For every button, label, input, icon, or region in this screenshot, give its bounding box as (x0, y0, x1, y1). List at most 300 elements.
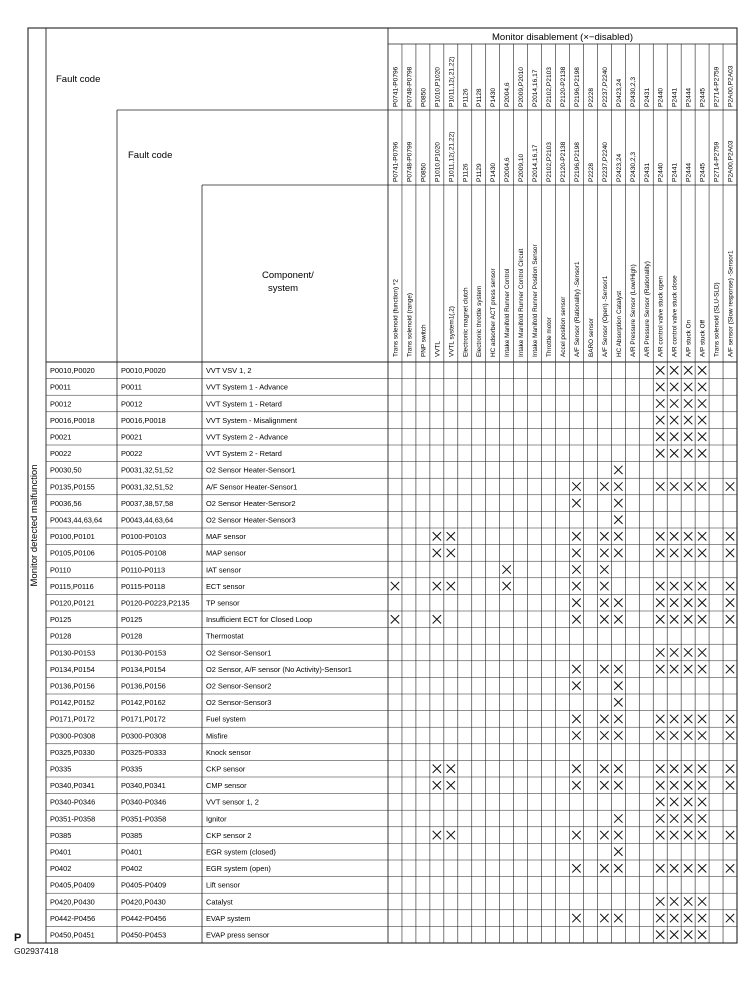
disabled-mark-icon (670, 798, 678, 806)
row-fault-code-inner: P0401 (121, 847, 143, 857)
row-component: VVT System 2 - Retard (206, 449, 282, 459)
row-fault-code-inner: P0450-P0453 (121, 930, 167, 940)
disabled-mark-icon (572, 599, 580, 607)
disabled-mark-icon (698, 549, 706, 557)
disabled-mark-icon (670, 449, 678, 457)
disabled-mark-icon (656, 931, 664, 939)
disabled-mark-icon (614, 516, 622, 524)
column-component-name: A/R Pressure Sensor (Low/High) (629, 264, 637, 357)
row-fault-code-inner: P0100-P0103 (121, 532, 167, 542)
row-fault-code-inner: P0011 (121, 382, 142, 392)
disabled-mark-icon (684, 582, 692, 590)
disabled-mark-icon (433, 781, 441, 789)
disabled-mark-icon (726, 831, 734, 839)
row-fault-code: P0115,P0116 (50, 581, 94, 591)
disabled-mark-icon (698, 897, 706, 905)
disabled-mark-icon (656, 416, 664, 424)
disabled-mark-icon (614, 731, 622, 739)
disabled-mark-icon (670, 897, 678, 905)
row-fault-code-inner: P0021 (121, 432, 143, 442)
disabled-mark-icon (698, 864, 706, 872)
column-code-inner: P0741-P0796 (392, 141, 400, 182)
disabled-mark-icon (684, 532, 692, 540)
row-fault-code: P0012 (50, 399, 72, 409)
column-code-outer: P2445 (699, 87, 707, 107)
row-fault-code: P0043,44,63,64 (50, 515, 103, 525)
disabled-mark-icon (391, 582, 399, 590)
column-code-inner: P2714-P2759 (713, 141, 721, 182)
row-fault-code: P0325,P0330 (50, 747, 95, 757)
disabled-mark-icon (684, 765, 692, 773)
column-code-inner: P1126 (462, 163, 470, 182)
column-code-inner: P2102,P2103 (546, 142, 554, 182)
disabled-mark-icon (600, 665, 608, 673)
column-code-outer: P2014,16,17 (532, 69, 540, 107)
column-component-name: A/R Pressure Sensor (Rationality) (643, 261, 651, 357)
column-component-name: Trans solenoid (function) *2 (392, 279, 400, 357)
disabled-mark-icon (684, 864, 692, 872)
row-fault-code: P0420,P0430 (50, 897, 95, 907)
disabled-mark-icon (656, 532, 664, 540)
column-code-outer: P2423,24 (615, 78, 623, 107)
column-code-inner: P1010,P1020 (434, 142, 442, 182)
disabled-mark-icon (726, 615, 734, 623)
disabled-mark-icon (433, 582, 441, 590)
disabled-mark-icon (670, 914, 678, 922)
disabled-mark-icon (656, 914, 664, 922)
disabled-mark-icon (684, 433, 692, 441)
disabled-mark-icon (684, 549, 692, 557)
column-code-outer: P1010,P1020 (434, 67, 442, 107)
disabled-mark-icon (614, 864, 622, 872)
column-component-name: HC Absorption Catalyst (615, 290, 623, 357)
column-code-outer: P2A00,P2A03 (727, 65, 735, 107)
disabled-mark-icon (572, 765, 580, 773)
disabled-mark-icon (656, 897, 664, 905)
disabled-mark-icon (656, 831, 664, 839)
disabled-mark-icon (670, 615, 678, 623)
disabled-mark-icon (670, 715, 678, 723)
column-code-outer: P0741-P0796 (392, 66, 400, 107)
disabled-mark-icon (684, 798, 692, 806)
disabled-mark-icon (726, 731, 734, 739)
disabled-mark-icon (670, 383, 678, 391)
column-component-name: Trans solenoid (SLU-SLD) (713, 282, 721, 357)
column-code-inner: P2196,P2198 (573, 142, 581, 182)
row-fault-code: P0021 (50, 432, 72, 442)
row-fault-code-inner: P0442-P0456 (121, 913, 167, 923)
disabled-mark-icon (656, 482, 664, 490)
row-fault-code: P0450,P0451 (50, 930, 95, 940)
column-code-outer: P1128 (476, 88, 484, 107)
row-component: VVT sensor 1, 2 (206, 797, 259, 807)
disabled-mark-icon (572, 582, 580, 590)
disabled-mark-icon (670, 731, 678, 739)
disabled-mark-icon (726, 765, 734, 773)
disabled-mark-icon (684, 897, 692, 905)
footer-letter: P (14, 932, 22, 944)
disabled-mark-icon (600, 864, 608, 872)
disabled-mark-icon (670, 864, 678, 872)
disabled-mark-icon (572, 499, 580, 507)
row-component: O2 Sensor-Sensor2 (206, 681, 272, 691)
disabled-mark-icon (656, 615, 664, 623)
column-code-outer: P0748-P0798 (406, 66, 414, 107)
row-fault-code-inner: P0012 (121, 399, 143, 409)
disabled-mark-icon (656, 798, 664, 806)
disabled-mark-icon (656, 599, 664, 607)
column-code-inner: P2120-P2138 (560, 141, 567, 182)
disabled-mark-icon (656, 765, 664, 773)
row-component: O2 Sensor-Sensor3 (206, 698, 272, 708)
disabled-mark-icon (726, 914, 734, 922)
disabled-mark-icon (726, 482, 734, 490)
disabled-mark-icon (698, 765, 706, 773)
row-fault-code: P0171,P0172 (50, 714, 95, 724)
disabled-mark-icon (447, 831, 455, 839)
row-component: MAF sensor (206, 532, 246, 542)
disabled-mark-icon (391, 615, 399, 623)
row-fault-code-inner: P0115-P0118 (121, 581, 166, 591)
disabled-mark-icon (572, 731, 580, 739)
disabled-mark-icon (447, 765, 455, 773)
row-component: EVAP system (206, 913, 251, 923)
disabled-mark-icon (433, 765, 441, 773)
disabled-mark-icon (614, 532, 622, 540)
column-code-inner: P2237,P2240 (601, 142, 609, 182)
fault-code-inner-label: Fault code (128, 150, 173, 161)
disabled-mark-icon (670, 814, 678, 822)
disabled-mark-icon (614, 499, 622, 507)
disabled-mark-icon (670, 549, 678, 557)
row-fault-code-inner: P0105-P0108 (121, 548, 167, 558)
row-fault-code-inner: P0043,44,63,64 (121, 515, 174, 525)
disabled-mark-icon (684, 914, 692, 922)
disabled-mark-icon (656, 449, 664, 457)
row-fault-code: P0442-P0456 (50, 913, 96, 923)
disabled-mark-icon (684, 814, 692, 822)
row-component: Lift sensor (206, 880, 241, 890)
disabled-mark-icon (698, 831, 706, 839)
disabled-mark-icon (614, 698, 622, 706)
disabled-mark-icon (600, 781, 608, 789)
column-code-outer: P2430,2,3 (629, 76, 637, 107)
disabled-mark-icon (600, 831, 608, 839)
disabled-mark-icon (572, 831, 580, 839)
disabled-mark-icon (614, 549, 622, 557)
row-fault-code: P0142,P0152 (50, 698, 95, 708)
disabled-mark-icon (572, 914, 580, 922)
disabled-mark-icon (684, 715, 692, 723)
disabled-mark-icon (572, 549, 580, 557)
disabled-mark-icon (670, 831, 678, 839)
disabled-mark-icon (656, 814, 664, 822)
row-fault-code: P0340-P0346 (50, 797, 96, 807)
column-code-outer: P1011,12(,21,22) (448, 56, 456, 107)
row-component: CKP sensor 2 (206, 830, 252, 840)
disabled-mark-icon (572, 615, 580, 623)
disabled-mark-icon (726, 864, 734, 872)
row-fault-code: P0405,P0409 (50, 880, 95, 890)
disabled-mark-icon (698, 731, 706, 739)
row-component: VVT System - Misalignment (206, 415, 298, 425)
disabled-mark-icon (502, 565, 510, 573)
row-component: MAP sensor (206, 548, 247, 558)
row-fault-code-inner: P0340,P0341 (121, 781, 166, 791)
column-component-name: PNP switch (420, 324, 428, 357)
disabled-mark-icon (572, 565, 580, 573)
disabled-mark-icon (614, 466, 622, 474)
row-component: A/F Sensor Heater-Sensor1 (206, 482, 298, 492)
row-fault-code: P0335 (50, 764, 72, 774)
column-component-name: A/F sensor (Slow response) -Sensor1 (727, 250, 735, 357)
row-fault-code: P0130-P0153 (50, 648, 96, 658)
disabled-mark-icon (614, 914, 622, 922)
column-component-name: Intake Manifold Runner Control (504, 268, 512, 357)
column-component-name: A/R control valve stuck close (671, 275, 679, 357)
row-fault-code-inner: P0037,38,57,58 (121, 498, 174, 508)
disabled-mark-icon (698, 416, 706, 424)
column-code-inner: P2444 (685, 162, 693, 182)
column-component-name: BARO sensor (587, 317, 595, 357)
disabled-mark-icon (698, 599, 706, 607)
disabled-mark-icon (656, 549, 664, 557)
column-code-outer: P2441 (671, 87, 679, 107)
disabled-mark-icon (656, 715, 664, 723)
disabled-mark-icon (684, 931, 692, 939)
column-code-outer: P2228 (587, 87, 595, 107)
disabled-mark-icon (656, 366, 664, 374)
column-component-name: A/P stuck Off (699, 319, 707, 357)
disabled-mark-icon (447, 532, 455, 540)
disabled-mark-icon (684, 366, 692, 374)
disabled-mark-icon (614, 848, 622, 856)
disabled-mark-icon (684, 599, 692, 607)
column-code-outer: P1126 (462, 88, 470, 107)
column-code-inner: P2423,24 (615, 153, 623, 182)
disabled-mark-icon (656, 648, 664, 656)
row-fault-code-inner: P0300-P0308 (121, 731, 167, 741)
disabled-mark-icon (670, 532, 678, 540)
disabled-mark-icon (698, 931, 706, 939)
disabled-mark-icon (698, 482, 706, 490)
column-code-inner: P2004,6 (504, 157, 512, 182)
column-code-inner: P2009,10 (518, 153, 526, 182)
row-fault-code: P0105,P0106 (50, 548, 95, 558)
disabled-mark-icon (433, 615, 441, 623)
system-label: system (268, 283, 299, 294)
column-code-inner: P0748-P0799 (406, 141, 414, 182)
disabled-mark-icon (726, 599, 734, 607)
disabled-mark-icon (670, 416, 678, 424)
row-component: O2 Sensor Heater-Sensor1 (206, 465, 296, 475)
disabled-mark-icon (698, 615, 706, 623)
disabled-mark-icon (698, 798, 706, 806)
row-component: Catalyst (206, 897, 233, 907)
disabled-mark-icon (656, 433, 664, 441)
row-fault-code-inner: P0031,32,51,52 (121, 482, 174, 492)
column-code-outer: P2196,P2198 (573, 67, 581, 107)
column-component-name: Intake Manifold Runner Position Sensor (532, 244, 540, 357)
disabled-mark-icon (433, 532, 441, 540)
row-fault-code-inner: P0325-P0333 (121, 747, 167, 757)
disabled-mark-icon (684, 449, 692, 457)
disabled-mark-icon (670, 482, 678, 490)
disabled-mark-icon (572, 781, 580, 789)
row-component: EGR system (open) (206, 864, 271, 874)
row-component: VVT VSV 1, 2 (206, 366, 252, 376)
row-fault-code-inner: P0405-P0409 (121, 880, 167, 890)
disabled-mark-icon (600, 731, 608, 739)
column-component-name: A/R control valve stuck open (657, 276, 665, 357)
column-component-name: Trans solenoid (range) (406, 292, 414, 357)
row-fault-code: P0385 (50, 830, 72, 840)
row-fault-code: P0135,P0155 (50, 482, 95, 492)
row-fault-code: P0136,P0156 (50, 681, 95, 691)
row-fault-code: P0351-P0358 (50, 814, 96, 824)
column-code-inner: P2014,16,17 (532, 144, 540, 182)
monitor-disablement-title: Monitor disablement (×−disabled) (492, 32, 633, 43)
column-code-inner: P2228 (587, 162, 595, 182)
row-fault-code: P0120,P0121 (50, 598, 95, 608)
disabled-mark-icon (670, 366, 678, 374)
row-fault-code-inner: P0128 (121, 631, 143, 641)
disabled-mark-icon (670, 665, 678, 673)
column-code-outer: P2444 (685, 87, 693, 107)
row-component: IAT sensor (206, 565, 242, 575)
disabled-mark-icon (698, 433, 706, 441)
column-code-outer: P0850 (420, 87, 428, 107)
disabled-mark-icon (670, 433, 678, 441)
column-component-name: VVTL (434, 341, 442, 357)
column-component-name: A/F Sensor (Rationality) -Sensor1 (573, 261, 581, 357)
disabled-mark-icon (614, 482, 622, 490)
disabled-mark-icon (726, 781, 734, 789)
row-fault-code: P0402 (50, 864, 72, 874)
disabled-mark-icon (600, 532, 608, 540)
row-component: CMP sensor (206, 781, 247, 791)
disabled-mark-icon (726, 582, 734, 590)
row-component: EVAP press sensor (206, 930, 270, 940)
row-fault-code-inner: P0120-P0223,P2135 (121, 598, 190, 608)
disabled-mark-icon (670, 599, 678, 607)
disabled-mark-icon (698, 449, 706, 457)
monitor-detected-label: Monitor detected malfunction (29, 464, 40, 587)
column-component-name: A/P stuck On (685, 319, 693, 357)
disabled-mark-icon (614, 831, 622, 839)
disabled-mark-icon (684, 615, 692, 623)
column-code-outer: P2009,P2010 (518, 67, 526, 107)
disabled-mark-icon (614, 599, 622, 607)
disabled-mark-icon (726, 549, 734, 557)
disabled-mark-icon (684, 399, 692, 407)
disabled-mark-icon (614, 781, 622, 789)
row-fault-code-inner: P0130-P0153 (121, 648, 167, 658)
column-code-inner: P2440 (657, 162, 665, 182)
row-fault-code: P0401 (50, 847, 72, 857)
disabled-mark-icon (572, 482, 580, 490)
disabled-mark-icon (600, 565, 608, 573)
column-code-inner: P2445 (699, 162, 707, 182)
fault-code-outer-label: Fault code (56, 74, 101, 85)
disabled-mark-icon (698, 532, 706, 540)
disabled-mark-icon (572, 665, 580, 673)
column-code-inner: P0850 (420, 162, 428, 182)
row-fault-code: P0010,P0020 (50, 366, 95, 376)
disabled-mark-icon (670, 781, 678, 789)
row-component: O2 Sensor Heater-Sensor2 (206, 498, 296, 508)
disabled-mark-icon (684, 831, 692, 839)
column-code-inner: P2430,2,3 (629, 151, 637, 182)
row-component: Misfire (206, 731, 228, 741)
disabled-mark-icon (698, 781, 706, 789)
disabled-mark-icon (433, 831, 441, 839)
row-component: Insufficient ECT for Closed Loop (206, 615, 313, 625)
disabled-mark-icon (656, 665, 664, 673)
disabled-mark-icon (670, 931, 678, 939)
column-component-name: Electronic throttle system (476, 285, 484, 357)
row-component: Ignitor (206, 814, 227, 824)
disabled-mark-icon (600, 582, 608, 590)
disabled-mark-icon (614, 814, 622, 822)
row-component: O2 Sensor Heater-Sensor3 (206, 515, 296, 525)
row-fault-code: P0340,P0341 (50, 781, 95, 791)
row-fault-code-inner: P0016,P0018 (121, 415, 166, 425)
row-fault-code-inner: P0110-P0113 (121, 565, 166, 575)
disabled-mark-icon (670, 648, 678, 656)
row-component: Fuel system (206, 714, 246, 724)
disabled-mark-icon (600, 765, 608, 773)
column-code-inner: P1129 (476, 163, 484, 182)
disabled-mark-icon (670, 765, 678, 773)
column-component-name: Throttle motor (546, 317, 554, 357)
row-component: Knock sensor (206, 747, 251, 757)
row-fault-code-inner: P0031,32,51,52 (121, 465, 174, 475)
disabled-mark-icon (614, 665, 622, 673)
row-fault-code-inner: P0385 (121, 830, 143, 840)
disabled-mark-icon (614, 615, 622, 623)
disabled-mark-icon (670, 582, 678, 590)
row-fault-code: P0022 (50, 449, 72, 459)
disabled-mark-icon (600, 549, 608, 557)
row-component: VVT System 1 - Advance (206, 382, 289, 392)
row-fault-code: P0110 (50, 565, 71, 575)
disabled-mark-icon (572, 682, 580, 690)
row-component: VVT System 1 - Retard (206, 399, 282, 409)
disabled-mark-icon (572, 864, 580, 872)
disabled-mark-icon (670, 399, 678, 407)
disabled-mark-icon (698, 383, 706, 391)
disabled-mark-icon (433, 549, 441, 557)
disabled-mark-icon (600, 615, 608, 623)
row-component: VVT System 2 - Advance (206, 432, 289, 442)
disabled-mark-icon (684, 648, 692, 656)
column-code-inner: P1011,12(,21,22) (448, 131, 456, 182)
row-fault-code-inner: P0142,P0162 (121, 698, 166, 708)
row-fault-code: P0300-P0308 (50, 731, 96, 741)
row-fault-code-inner: P0136,P0156 (121, 681, 166, 691)
row-fault-code: P0128 (50, 631, 72, 641)
column-code-outer: P2431 (643, 87, 651, 107)
row-fault-code: P0134,P0154 (50, 664, 95, 674)
row-fault-code: P0125 (50, 615, 72, 625)
disabled-mark-icon (656, 781, 664, 789)
disabled-mark-icon (698, 582, 706, 590)
row-fault-code: P0036,56 (50, 498, 82, 508)
disabled-mark-icon (656, 399, 664, 407)
disabled-mark-icon (600, 914, 608, 922)
row-fault-code-inner: P0420,P0430 (121, 897, 166, 907)
